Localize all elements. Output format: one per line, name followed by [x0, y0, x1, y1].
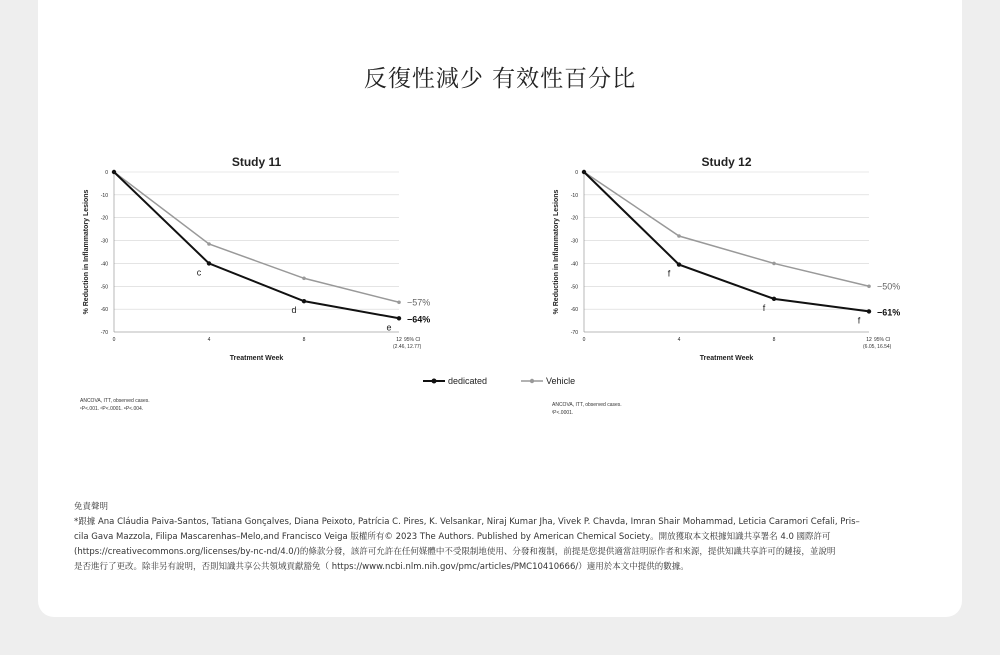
legend-marker-vehicle [521, 378, 543, 384]
y-tick-label: -70 [100, 330, 108, 336]
note-line: ANCOVA, ITT, observed cases. [80, 398, 150, 404]
chart-study-11 [78, 148, 448, 368]
y-axis-label: % Reduction in Inflammatory Lesions [553, 189, 560, 315]
chart-note-study-11 [80, 397, 150, 413]
x-axis-label: Treatment Week [699, 355, 754, 362]
significance-label: d [291, 305, 297, 316]
significance-label: f [762, 302, 766, 313]
chart-legend [423, 374, 609, 388]
disclaimer-line: *跟據 Ana Cláudia Paiva-Santos, Tatiana Gonçalves, Diana Peixoto, Patrícia C. Pires, K. Velsankar, Niraj Kumar Jha, Vivek P. Chavda, Imran Shair Mohammad, Leticia Caramori Cefali, Pris– [74, 517, 860, 527]
end-label-dedicated: −61% [877, 307, 901, 318]
ci-range: (6.05, 16.54) [863, 344, 892, 350]
x-tick-label: 12 [866, 337, 872, 343]
data-point-dedicated [772, 297, 776, 301]
y-tick-label: -10 [570, 192, 578, 199]
chart-title: Study 11 [231, 155, 282, 169]
significance-label: f [667, 268, 671, 279]
ci-label: 95% CI [874, 337, 891, 343]
y-tick-label: -20 [100, 215, 108, 222]
data-point-vehicle [772, 262, 776, 266]
page-title: 反復性減少 有效性百分比 [363, 66, 637, 92]
series-line-dedicated [114, 172, 399, 318]
disclaimer-line: (https://creativecommons.org/licenses/by-nc-nd/4.0/)的條款分發，該許可允許在任何媒體中不受限制地使用、分發和複制，前提是您提供適當註明原作者和來源，提供知識共享許可的鏈接，並說明 [74, 547, 836, 557]
y-tick-label: 0 [575, 170, 578, 176]
x-tick-label: 8 [302, 337, 306, 343]
y-tick-label: -20 [570, 215, 578, 222]
y-tick-label: -40 [100, 261, 108, 268]
x-tick-label: 12 [396, 337, 402, 343]
data-point-vehicle [397, 300, 401, 304]
disclaimer [74, 500, 932, 575]
legend-label-vehicle: Vehicle [546, 376, 576, 386]
y-tick-label: -50 [100, 284, 108, 291]
y-tick-label: 0 [105, 170, 108, 176]
note-line: ᶜP<.001. ᵈP<.0001. ᵉP<.004. [80, 406, 144, 412]
significance-label: f [857, 315, 861, 326]
data-point-dedicated [867, 309, 871, 313]
data-point-vehicle [677, 234, 681, 238]
x-tick-label: 4 [207, 337, 211, 343]
end-label-vehicle: −50% [877, 281, 901, 292]
significance-label: e [386, 322, 392, 333]
series-line-dedicated [584, 172, 869, 311]
legend-item-dedicated [423, 376, 487, 386]
y-tick-label: -30 [100, 238, 108, 245]
disclaimer-line: cila Gava Mazzola, Filipa Mascarenhas–Melo,and Francisco Veiga 版權所有© 2023 The Authors. Published by American Chemical Society。開放獲取本文根據知識共享署名 4.0 國際許可 [74, 532, 831, 542]
x-tick-label: 0 [582, 337, 586, 343]
y-tick-label: -40 [570, 261, 578, 268]
data-point-dedicated [302, 299, 306, 303]
data-point-dedicated [397, 316, 401, 320]
y-tick-label: -30 [570, 238, 578, 245]
chart-title: Study 12 [701, 155, 752, 169]
chart-note-study-12 [552, 401, 622, 417]
y-tick-label: -50 [570, 284, 578, 291]
series-line-vehicle [584, 172, 869, 286]
x-tick-label: 4 [677, 337, 681, 343]
y-tick-label: -10 [100, 192, 108, 199]
end-label-dedicated: −64% [407, 314, 431, 325]
note-line: ANCOVA, ITT, observed cases. [552, 402, 622, 408]
x-tick-label: 8 [772, 337, 776, 343]
ci-range: (2.46, 12.77) [393, 344, 422, 350]
data-point-dedicated [677, 262, 681, 266]
significance-label: c [196, 267, 202, 278]
data-point-vehicle [867, 284, 871, 288]
note-line: ᶠP<.0001. [552, 410, 574, 416]
legend-marker-dedicated [423, 378, 445, 384]
data-point-vehicle [302, 276, 306, 280]
legend-item-vehicle [521, 376, 575, 386]
y-tick-label: -60 [570, 307, 578, 314]
ci-label: 95% CI [404, 337, 421, 343]
x-axis-label: Treatment Week [229, 355, 284, 362]
disclaimer-heading: 免責聲明 [74, 502, 109, 512]
disclaimer-line: 是否進行了更改。除非另有說明，否則知識共享公共領域貢獻豁免（ https://www.ncbi.nlm.nih.gov/pmc/articles/PMC10410666/）適用於本文中提供的數據。 [74, 562, 689, 572]
end-label-vehicle: −57% [407, 297, 431, 308]
legend-label-dedicated: dedicated [448, 376, 488, 386]
data-point-dedicated [112, 170, 116, 174]
data-point-vehicle [207, 242, 211, 246]
chart-study-12 [548, 148, 918, 368]
y-tick-label: -70 [570, 330, 578, 336]
data-point-dedicated [207, 261, 211, 265]
data-point-dedicated [582, 170, 586, 174]
y-axis-label: % Reduction in Inflammatory Lesions [83, 189, 90, 315]
x-tick-label: 0 [112, 337, 116, 343]
y-tick-label: -60 [100, 307, 108, 314]
